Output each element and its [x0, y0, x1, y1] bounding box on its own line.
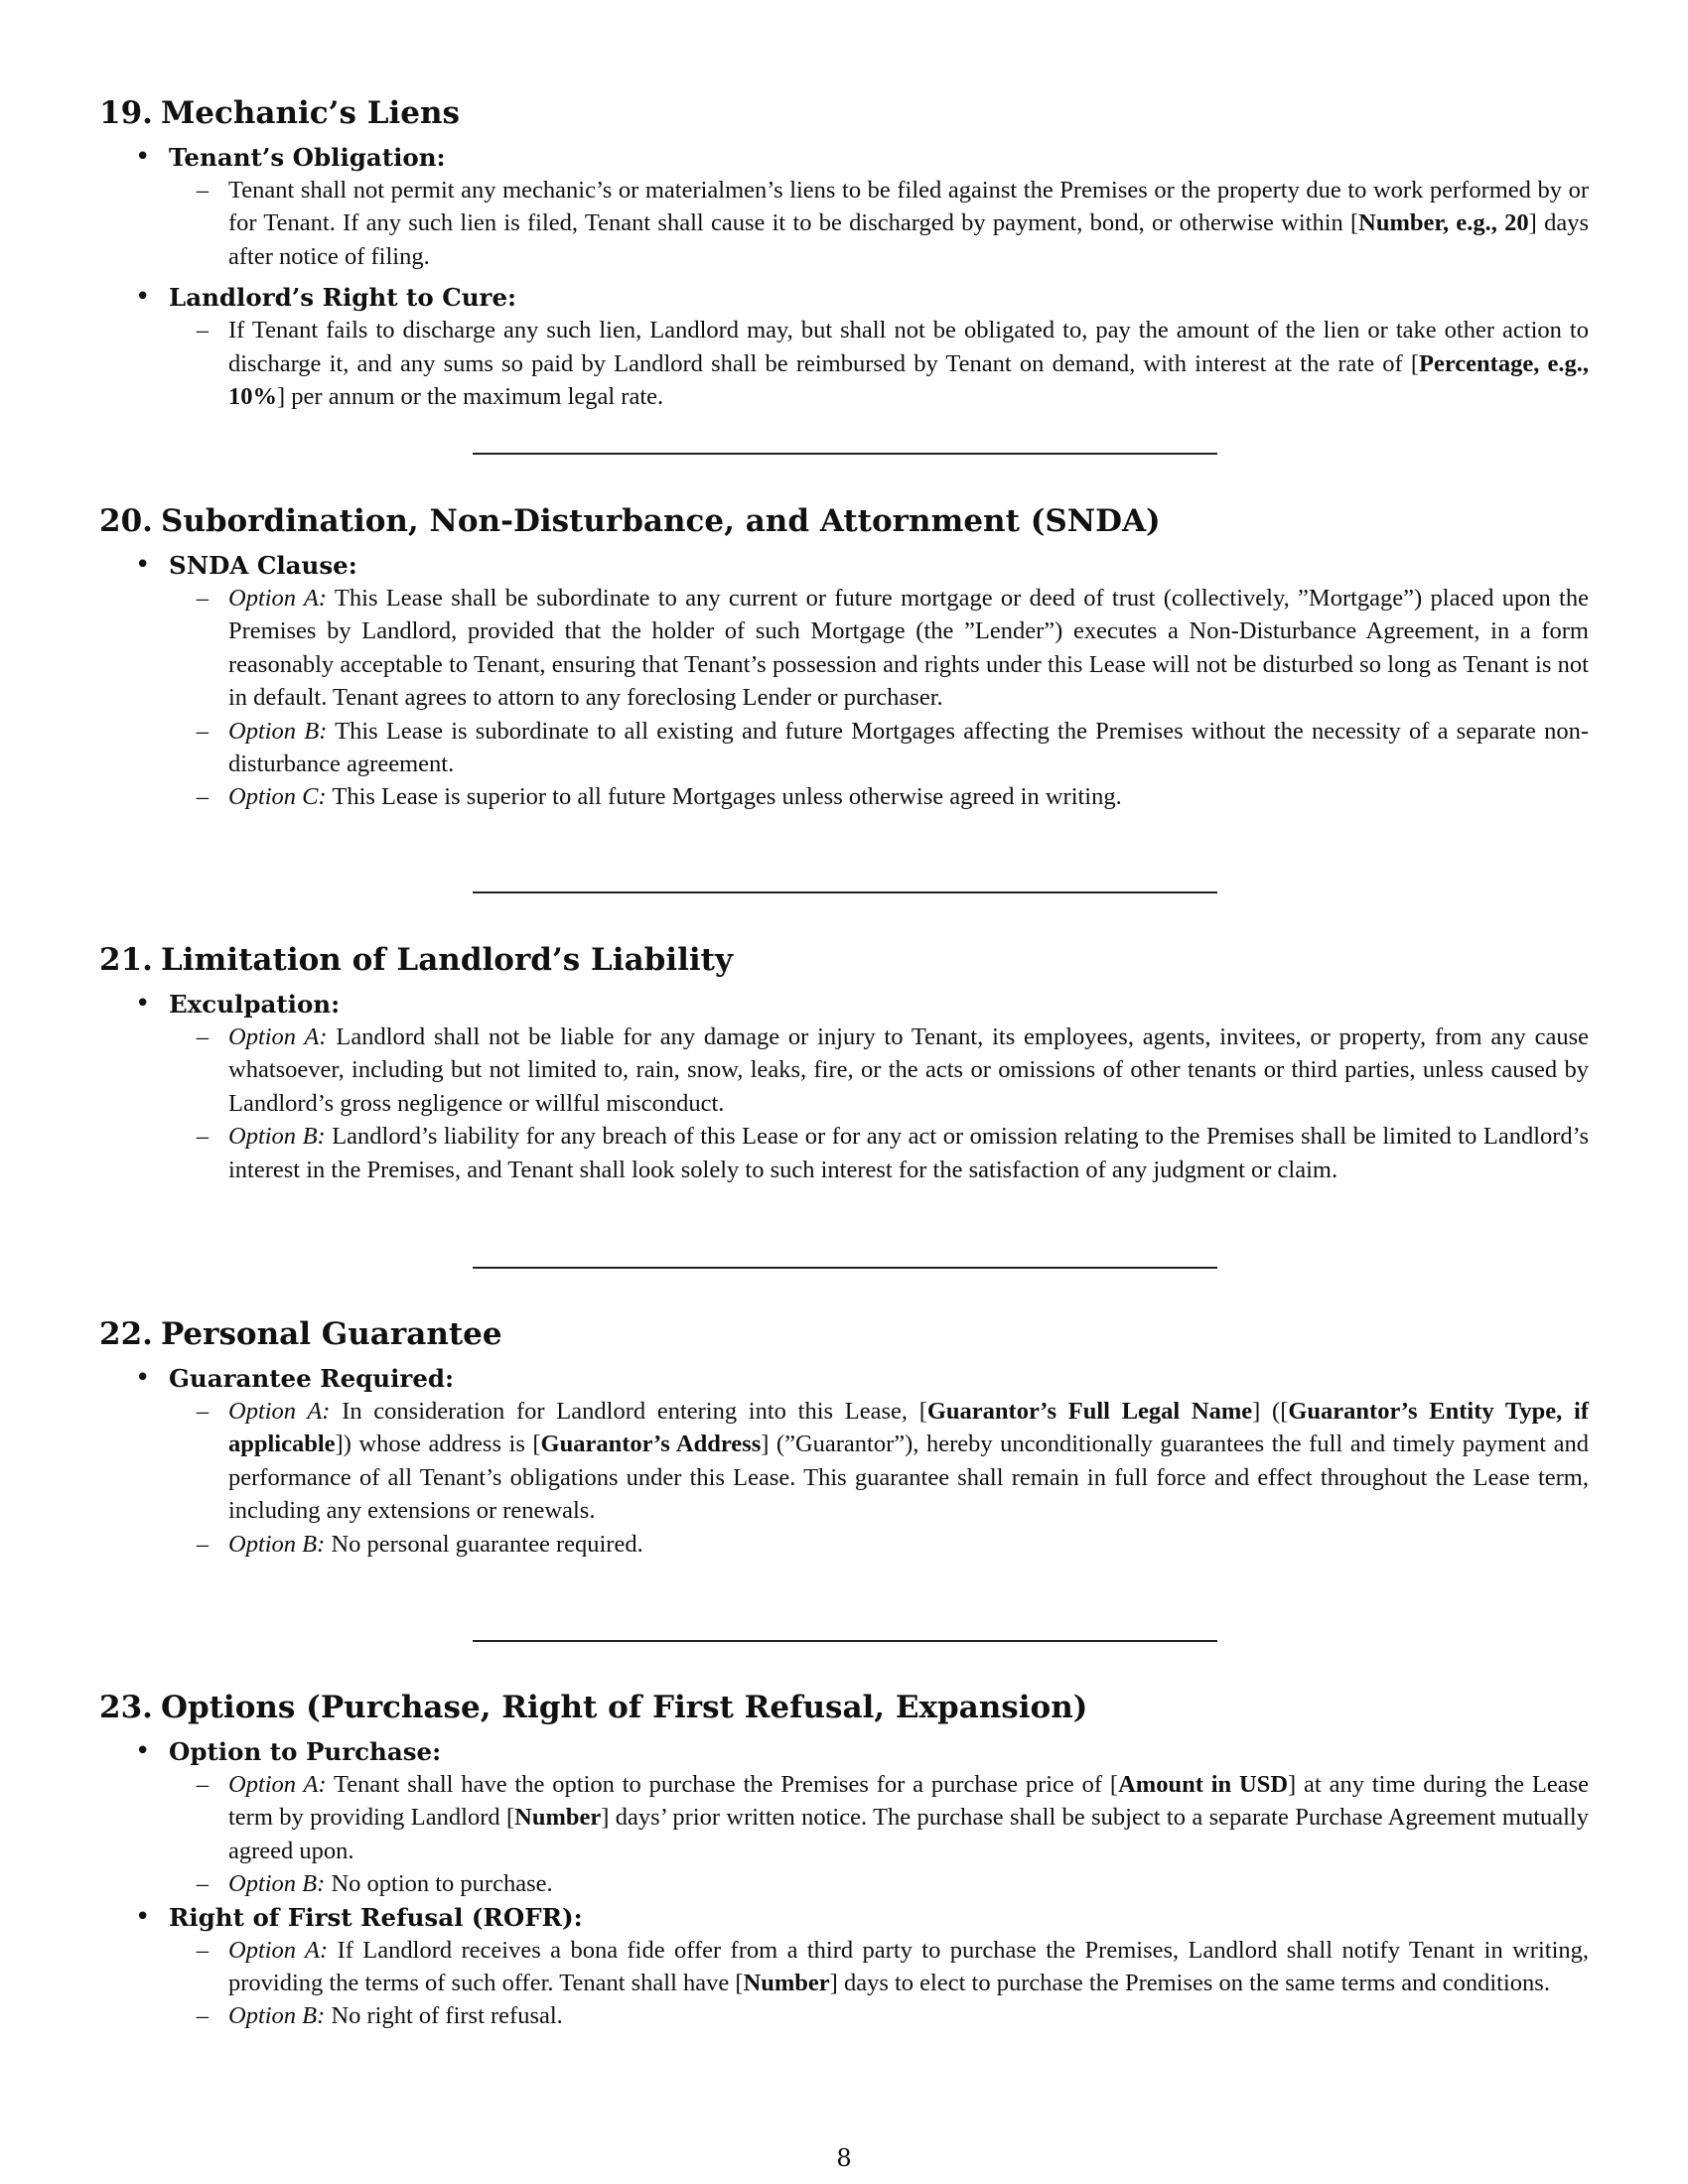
section-20: [99, 501, 1589, 814]
clause-option: – Option A: If Landlord receives a bona fide offer from a third party to purchase the Premises, Landlord shall notify Tenant in writing, providing the terms of such offer. Tenant shall have [Number] days to elect to purchase the Premises on the same terms and conditions.: [169, 1934, 1589, 2000]
option-label: Option B:: [228, 1123, 326, 1151]
clause-option: – Option B: This Lease is subordinate to all existing and future Mortgages affecting the Premises without the necessity of a separate non-disturbance agreement.: [169, 715, 1589, 781]
item-label: Landlord’s Right to Cure:: [169, 283, 517, 313]
section-heading: [99, 501, 1589, 541]
clause-option: – Option C: This Lease is superior to all future Mortgages unless otherwise agreed in writing.: [169, 780, 1589, 813]
clause-text: – Tenant shall not permit any mechanic’s or materialmen’s liens to be filed against the Premises or the property due to work performed by or for Tenant. If any such lien is filed, Tenant shall cause it to be discharged by payment, bond, or otherwise within [Number, e.g., 20] days after notice of filing.: [169, 174, 1589, 273]
bullet-icon: •: [135, 1363, 151, 1393]
section-title: Options (Purchase, Right of First Refusal, Expansion): [160, 1690, 1088, 1725]
dash-icon: [169, 715, 209, 748]
section-divider: [473, 891, 1217, 893]
section-items: [99, 141, 1589, 413]
option-label: Option B:: [228, 717, 328, 745]
dash-icon: [169, 1867, 209, 1900]
item-label: SNDA Clause:: [169, 551, 357, 580]
dash-icon: [169, 1120, 209, 1153]
bullet-icon: •: [135, 1901, 151, 1932]
clause-option: – Option B: Landlord’s liability for any breach of this Lease or for any act or omission relating to the Premises shall be limited to Landlord’s interest in the Premises, and Tenant shall look solely to such interest for the satisfaction of any judgment or claim.: [169, 1120, 1589, 1186]
option-label: Option B:: [228, 1870, 326, 1898]
dash-icon: [169, 1528, 209, 1561]
list-item: [99, 1735, 1589, 1901]
option-label: Option B:: [228, 1530, 326, 1558]
section-number: 23.: [99, 1690, 153, 1725]
item-label: Option to Purchase:: [169, 1737, 442, 1766]
section-number: 22.: [99, 1316, 153, 1352]
clause-option: – Option B: No personal guarantee required.: [169, 1528, 1589, 1561]
section-heading: [99, 1688, 1589, 1727]
clause-option: – Option A: Landlord shall not be liable for any damage or injury to Tenant, its employees, agents, invitees, or property, from any cause whatsoever, including but not limited to, rain, snow, leaks, fire, or the acts or omissions of other tenants or third parties, unless caused by Landlord’s gross negligence or willful misconduct.: [169, 1021, 1589, 1120]
section-divider: [473, 1640, 1217, 1642]
item-label: Guarantee Required:: [169, 1364, 455, 1393]
section-title: Subordination, Non-Disturbance, and Attornment (SNDA): [160, 503, 1161, 539]
section-number: 21.: [99, 942, 153, 978]
list-item: [99, 549, 1589, 814]
option-label: Option A:: [228, 1024, 328, 1050]
option-label: Option C:: [228, 783, 327, 811]
dash-icon: [169, 582, 209, 614]
section-title: Limitation of Landlord’s Liability: [160, 942, 733, 978]
list-item: [99, 141, 1589, 273]
option-label: Option A:: [228, 585, 328, 612]
option-label: Option B:: [228, 2002, 326, 2030]
clause-text: – If Tenant fails to discharge any such lien, Landlord may, but shall not be obligated to, pay the amount of the lien or take other action to discharge it, and any sums so paid by Landlord shall be reimbursed by Tenant on demand, with interest at the rate of [Percentage, e.g., 10%] per annum or the maximum legal rate.: [169, 314, 1589, 413]
bullet-icon: •: [135, 142, 151, 172]
section-22: [99, 1314, 1589, 1561]
dash-icon: [169, 1999, 209, 2032]
clause-option: – Option B: No right of first refusal.: [169, 1999, 1589, 2032]
section-number: 19.: [99, 95, 153, 131]
item-label: Tenant’s Obligation:: [169, 143, 446, 172]
section-title: Personal Guarantee: [160, 1316, 502, 1352]
item-label: Exculpation:: [169, 990, 341, 1019]
section-21: [99, 940, 1589, 1186]
clause-option: – Option B: No option to purchase.: [169, 1867, 1589, 1900]
item-label: Right of First Refusal (ROFR):: [169, 1902, 583, 1932]
section-23: [99, 1688, 1589, 2033]
option-label: Option A:: [228, 1398, 331, 1425]
clause-option: – Option A: Tenant shall have the option to purchase the Premises for a purchase price of [Amount in USD] at any time during the Lease term by providing Landlord [Number] days’ prior written notice. The purchase shall be subject to a separate Purchase Agreement mutually agreed upon.: [169, 1768, 1589, 1867]
dash-icon: [169, 1768, 209, 1801]
dash-icon: [169, 1395, 209, 1428]
bullet-icon: •: [135, 282, 151, 313]
bullet-icon: •: [135, 989, 151, 1019]
dash-icon: [169, 314, 209, 346]
option-label: Option A:: [228, 1771, 327, 1798]
clause-option: – Option A: This Lease shall be subordinate to any current or future mortgage or deed of trust (collectively, ”Mortgage”) placed upon the Premises by Landlord, provided that the holder of such Mortgage (the ”Lender”) executes a Non-Disturbance Agreement, in a form reasonably acceptable to Tenant, ensuring that Tenant’s possession and rights under this Lease will not be disturbed so long as Tenant is not in default. Tenant agrees to attorn to any foreclosing Lender or purchaser.: [169, 582, 1589, 715]
section-number: 20.: [99, 503, 153, 539]
bullet-icon: •: [135, 550, 151, 580]
clause-option: – Option A: In consideration for Landlord entering into this Lease, [Guarantor’s Full Legal Name] ([Guarantor’s Entity Type, if applicable]) whose address is [Guarantor’s Address] (”Guarantor”), hereby unconditionally guarantees the full and timely payment and performance of all Tenant’s obligations under this Lease. This guarantee shall remain in full force and effect throughout the Lease term, including any extensions or renewals.: [169, 1395, 1589, 1528]
section-19: [99, 93, 1589, 413]
list-item: [99, 988, 1589, 1186]
option-label: Option A:: [228, 1936, 329, 1964]
list-item: [99, 281, 1589, 413]
dash-icon: [169, 780, 209, 813]
dash-icon: [169, 1934, 209, 1967]
section-heading: [99, 940, 1589, 980]
section-heading: [99, 1314, 1589, 1354]
section-divider: [473, 1267, 1217, 1269]
list-item: [99, 1362, 1589, 1561]
section-title: Mechanic’s Liens: [160, 95, 460, 131]
bullet-icon: •: [135, 1736, 151, 1766]
dash-icon: [169, 174, 209, 206]
page-number: 8: [836, 2144, 852, 2172]
list-item: [99, 1901, 1589, 2033]
section-heading: [99, 93, 1589, 133]
dash-icon: [169, 1021, 209, 1053]
section-divider: [473, 453, 1217, 455]
